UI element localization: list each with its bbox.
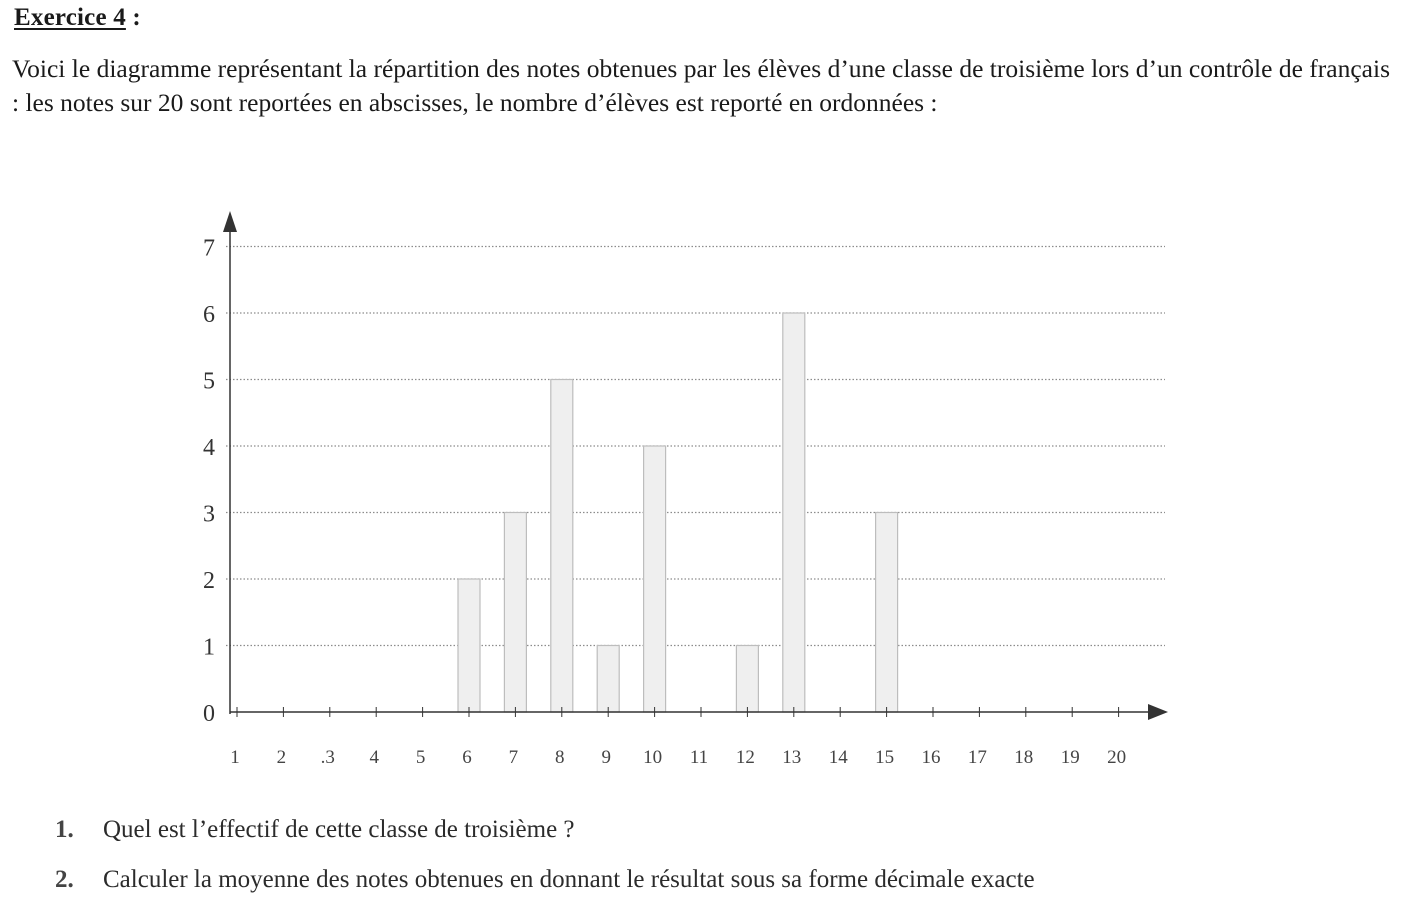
x-tick-label-3: .3 xyxy=(320,747,335,768)
x-tick-label-20: 20 xyxy=(1107,747,1127,768)
y-tick-label-3: 3 xyxy=(203,501,215,528)
question-1 xyxy=(55,816,575,844)
x-tick-label-17: 17 xyxy=(967,747,987,768)
x-tick-label-18: 18 xyxy=(1014,747,1034,768)
question-1-text: Quel est l’effectif de cette classe de troisième ? xyxy=(103,816,575,843)
bar-7 xyxy=(504,513,526,713)
x-tick-label-12: 12 xyxy=(735,747,755,768)
x-tick-label-15: 15 xyxy=(875,747,895,768)
y-tick-label-4: 4 xyxy=(203,435,215,461)
x-tick-label-9: 9 xyxy=(601,747,611,768)
bar-15 xyxy=(876,513,898,713)
exercise-intro: Voici le diagramme représentant la répartition des notes obtenues par les élèves d’une classe de troisième lors d’un contrôle de français : les notes sur 20 sont reportées en abscisses, le nombre d’élèves est reporté en ordonnées : xyxy=(12,54,1390,117)
bar-6 xyxy=(458,579,480,712)
x-tick-label-6: 6 xyxy=(462,747,472,768)
y-tick-label-5: 5 xyxy=(203,368,215,395)
x-tick-label-4: 4 xyxy=(369,747,379,768)
exercise-title-text: Exercice 4 xyxy=(14,4,126,31)
y-tick-label-6: 6 xyxy=(203,302,215,328)
x-tick-label-5: 5 xyxy=(415,747,426,768)
bar-13 xyxy=(783,313,805,712)
question-2-number: 2. xyxy=(55,866,74,893)
x-tick-label-1: 1 xyxy=(230,747,240,768)
bar-12 xyxy=(736,646,758,713)
x-axis-arrow-icon xyxy=(1148,704,1168,720)
x-tick-label-10: 10 xyxy=(643,747,663,768)
x-tick-label-7: 7 xyxy=(508,747,519,768)
question-1-number: 1. xyxy=(55,816,74,843)
y-tick-label-7: 7 xyxy=(203,235,215,262)
bar-8 xyxy=(551,380,573,713)
bar-10 xyxy=(644,446,666,712)
x-tick-label-16: 16 xyxy=(921,747,941,768)
y-tick-label-2: 2 xyxy=(203,568,215,594)
x-tick-label-19: 19 xyxy=(1060,747,1080,768)
y-tick-label-0: 0 xyxy=(203,701,215,727)
y-axis-arrow-icon xyxy=(223,211,237,232)
question-2-text: Calculer la moyenne des notes obtenues en donnant le résultat sous sa forme décimale exacte xyxy=(103,866,1035,893)
exercise-title-suffix: : xyxy=(125,4,141,31)
x-tick-label-11: 11 xyxy=(689,747,709,768)
x-tick-label-14: 14 xyxy=(828,747,848,768)
question-2 xyxy=(55,866,1035,894)
y-tick-label-1: 1 xyxy=(203,634,215,661)
x-tick-label-13: 13 xyxy=(782,747,802,768)
x-tick-label-8: 8 xyxy=(555,747,565,768)
x-tick-label-2: 2 xyxy=(276,747,287,768)
bar-9 xyxy=(597,646,619,713)
